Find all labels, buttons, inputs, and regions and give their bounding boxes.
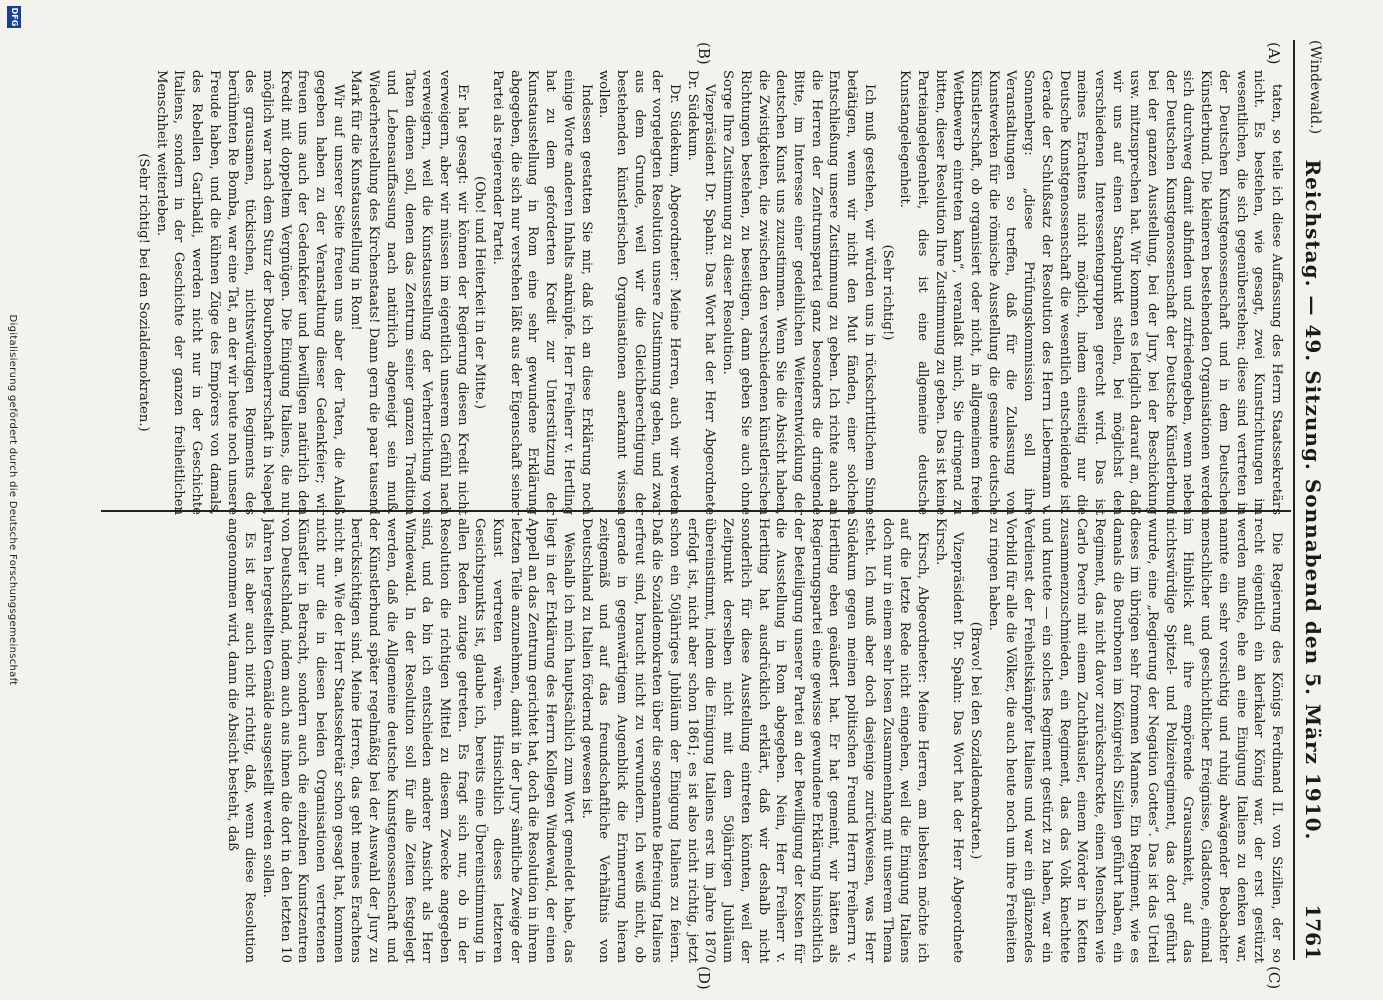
paragraph: Weshalb ich mich hauptsächlich zum Wort gemeldet habe, das liegt in der Erklärung des Herrn Kollegen Windewald, der einen Appell an das Zentrum gerichtet hat, doch die Resolution in ihrem letzten Teile anzunehmen, damit in der Jury sämtliche Zweige der Kunst vertreten wären. Hinsichtlich dieses letzteren Gesichtspunkts ist, glaube ich, bereits eine Übereinstimmung in allen Reden zutage getreten. Es fragt sich nur, ob in der Resolution die richtigen Mittel zu diesem Zwecke angegeben sind, und da bin ich entschieden anderer Ansicht als Herr Windewald. In der Resolution soll für alle Zeiten festgelegt werden, daß die Allgemeine deutsche Kunstgenossenschaft und der Künstlerbund später regelmäßig bei der Auswahl der Jury zu berücksichtigen sind. Meine Herren, das geht meines Erachtens nicht an. Wie der Herr Staatssekretär schon gesagt hat, kommen nicht nur die in diesen beiden Organisationen vertretenen Künstler in Betracht, sondern auch die einzelnen Kunstzentren von Deutschland, indem auch aus ihnen die dort in den letzten 10 Jahren hergestellten Gemälde ausgestellt werden sollen. <box>259 518 576 963</box>
paragraph: Vizepräsident Dr. Spahn: Das Wort hat der Herr Abgeordnete Kirsch. <box>932 518 966 963</box>
digitization-note: Digitalisierung gefördert durch die Deutsche Forschungsgemeinschaft <box>7 314 18 686</box>
paragraph: Wir auf unserer Seite freuen uns aber der Taten, die Anlaß gegeben haben zu der Veranstaltung dieser Gedenkfeier; wir freuen uns auch der Gedenkfeier und bewilligen natürlich den Kredit mit doppeltem Vergnügen. Die Einigung Italiens, die nur möglich war nach dem Sturz der Bourbonenherrschaft in Neapel, des grausamen, tückischen, nichtswürdigen Regiments des berühmten Re Bomba, war eine Tat, an der wir heute noch unsere Freude haben, und die kühnen Züge des Empörers von damals, des Rebellen Garibaldi, werden nicht nur in der Geschichte Italiens, sondern in der Geschichte der ganzen freiheitlichen Menschheit weiterleben. <box>153 70 346 515</box>
left-text-column <box>105 70 1285 515</box>
paragraph: Die Regierung des Königs Ferdinand II. von Sizilien, der so recht eigentlich ein klerikaler König war, der erst gestürzt werden mußte, ehe an eine Einigung Italiens zu denken war, nannte ein sehr vorsichtig und ruhig abwägender Beobachter menschlicher und geschichtlicher Ereignisse, Gladstone, einmal im Hinblick auf ihre empörende Grausamkeit, auf das nichtswürdige Spitzel- und Polizeiregiment, das dort geführt wurde, eine „Regierung der Negation Gottes“. Das ist das Urteil dieses im übrigen sehr frommen Mannes. Ein Regiment, wie es damals die Bourbonen im Königreich Sizilien geführt haben, ein Regiment, das nicht davor zurückschreckte, einen Menschen wie Carlo Poerio mit einem Zuchthäusler, einem Mörder in Ketten zusammenzuschmieden, ein Regiment, das das Volk knechtete und knutete — ein solches Regiment gestürzt zu haben, war ein Verdienst der Freiheitskämpfer Italiens und war ein glänzendes Vorbild für alle die Völker, die auch heute noch um ihre Freiheiten zu ringen haben. <box>985 518 1284 963</box>
interjection: (Sehr richtig! bei den Sozialdemokraten.) <box>136 153 151 432</box>
header-title: Reichstag. — 49. Sitzung. Sonnabend den 5. März 1910. <box>1301 159 1325 841</box>
right-text-column <box>105 518 1285 963</box>
paragraph: taten, so teile ich diese Auffassung des Herrn Staatssekretärs nicht. Es bestehen, wie gesagt, zwei Kunstrichtungen im wesentlichen, die sich gegenüberstehen; diese sind vertreten in der Deutschen Kunstgenossenschaft und in dem Deutschen Künstlerbund. Die kleineren bestehenden Organisationen werden sich durchweg damit abfinden und zufriedengeben, wenn neben der Deutschen Kunstgenossenschaft der Deutsche Künstlerbund bei der ganzen Ausstellung, bei der Jury, bei der Beschickung usw. mitzusprechen hat. Wir kommen es lediglich darauf an, daß wir uns auf einen Standpunkt stellen, bei möglichst den verschiedenen Interessentengruppen gerecht wird. Das ist meines Erachtens nicht möglich, indem einseitig nur die Deutsche Kunstgenossenschaft die wesentlich entscheidende ist. Gerade der Schlußsatz der Resolution des Herrn Liebermann v. Sonnenberg: „diese Prüfungskommission soll ihre Veranstaltungen so treffen, daß für die Zulassung von Kunstwerken für die römische Ausstellung die gesamte deutsche Künstlerschaft, ob organisiert oder nicht, in allgemeinem freien Wettbewerb eintreten kann“, veranlaßt mich, Sie dringend zu bitten, dieser Resolution Ihre Zustimmung zu geben. Das ist keine Parteiangelegenheit, dies ist eine allgemeine deutsche Kunstangelegenheit. <box>897 70 1284 515</box>
margin-mark-b: (B) <box>695 42 713 65</box>
header-speaker-note: (Windewald.) <box>1307 40 1323 135</box>
margin-mark-d: (D) <box>695 966 713 990</box>
paragraph: Es ist aber auch nicht richtig, daß, wenn diese Resolution angenommen wird, dann die Absicht besteht, daß <box>224 518 258 963</box>
interjection: (Bravo! bei den Sozialdemokraten.) <box>968 621 984 860</box>
paragraph: Indessen gestatten Sie mir, daß ich an diese Erklärung noch einige Worte anderen Inhalts anknüpfe. Herr Freiherr v. Hertling hat zu dem geforderten Kredit zur Unterstützung der Kunstausstellung in Rom eine sehr gewundene Erklärung abgegeben, die sich nur verstehen läßt aus der Eigenschaft seiner Partei als regierender Partei. <box>490 70 594 515</box>
paragraph: Vizepräsident Dr. Spahn: Das Wort hat der Herr Abgeordnete Dr. Südekum. <box>684 70 718 515</box>
page-header <box>1293 40 1325 960</box>
column-divider <box>101 510 1291 512</box>
page-number: 1761 <box>1301 904 1325 960</box>
paragraph: Kirsch, Abgeordneter: Meine Herren, am liebsten möchte ich auf die letzte Rede nicht eingehen, weil die Einigung Italiens doch nur in einem sehr losen Zusammenhang mit unserem Thema steht. Ich muß aber doch dasjenige zurückweisen, was Herr Südekum gegen meinen politischen Freund Herrn Freiherrn v. Hertling eben geäußert hat. Er hat gemeint, wir hätten als Regierungspartei eine gewisse gewundene Erklärung hinsichtlich der Beteiligung unserer Partei an der Bewilligung der Kosten für die Ausstellung in Rom abgegeben. Nein, Herr Freiherr v. Hertling hat ausdrücklich erklärt, daß wir deshalb nicht sonderlich für diese Ausstellung eintreten könnten, weil der Zeitpunkt derselben nicht mit dem 50jährigen Jubiläum übereinstimmt, indem die Einigung Italiens erst im Jahre 1870 erfolgt ist, nicht aber schon 1861; es ist also nicht richtig, jetzt schon ein 50jähriges Jubiläum der Einigung Italiens zu feiern. Daß die Sozialdemokraten über die sogenannte Befreiung Italiens erfreut sind, braucht nicht zu verwundern. Ich weiß nicht, ob gerade in gegenwärtigem Augenblick die Erinnerung hieran zeitgemäß und auf das freundschaftliche Verhältnis von Deutschland zu Italien fördernd gewesen ist. <box>578 518 930 963</box>
paragraph: Er hat gesagt: wir können der Regierung diesen Kredit nicht verweigern, aber wir müssen im eigentlich unserem Gefühl nach verweigern, weil die Kunstausstellung der Verherrlichung von Taten dienen soll, denen das Zentrum seiner ganzen Tradition und Lebensauffassung nach natürlich abgeneigt sein muß. Wiederherstellung des Kirchenstaats! Dann gern die paar tausend Mark für die Kunstausstellung in Rom! <box>348 70 470 515</box>
dfg-logo: DFG <box>7 6 21 28</box>
paragraph: Ich muß gestehen, wir würden uns in rückschrittlichem Sinne betätigen, wenn wir nicht den Mut fänden, einer solchen Entschließung unsere Zustimmung zu geben. Ich richte auch an die Herren der Zentrumspartei ganz besonders die dringende Bitte, im Interesse einer gedeihlichen Weiterentwicklung der deutschen Kunst uns zuzustimmen. Wenn Sie die Absicht haben, die Zwistigkeiten, die zwischen den verschiedenen künstlerischen Richtungen bestehen, zu beseitigen, dann geben Sie auch ohne Sorge Ihre Zustimmung zu dieser Resolution. <box>720 70 877 515</box>
margin-mark-c: (C) <box>1265 966 1283 990</box>
interjection: (Oho! und Heiterkeit in der Mitte.) <box>472 175 488 410</box>
interjection: (Sehr richtig!) <box>879 244 895 341</box>
paragraph: Dr. Südekum, Abgeordneter: Meine Herren, auch wir werden der vorgelegten Resolution unsere Zustimmung geben, und zwar aus dem Grunde, weil wir die Gleichberechtigung der bestehenden künstlerischen Organisationen anerkannt wissen wollen. <box>596 70 683 515</box>
margin-mark-a: (A) <box>1265 42 1283 65</box>
